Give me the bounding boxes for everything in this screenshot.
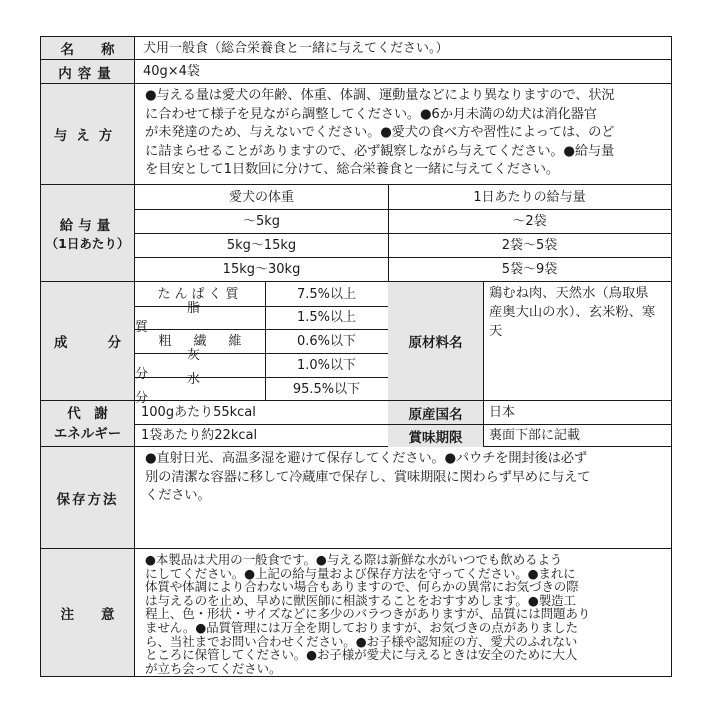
nutrient-name: 粗繊維 bbox=[158, 333, 264, 349]
nutrient-name: たんぱく質 bbox=[157, 286, 243, 302]
label-origin bbox=[388, 401, 483, 424]
amount-weight: 15kg〜30kg bbox=[222, 261, 301, 277]
row-amount bbox=[41, 185, 671, 282]
label-energy-text-1: 代 謝 bbox=[67, 405, 108, 422]
label-expiry-text: 賞味期限 bbox=[408, 430, 463, 446]
amount-value: 5袋〜9袋 bbox=[501, 261, 558, 277]
amount-weight: 〜5kg bbox=[242, 213, 281, 229]
label-energy-text-2: エネルギー bbox=[53, 425, 122, 442]
notes-line: 程上、色・形状・サイズなどに多少のバラつきがありますが、品質には問題あり bbox=[145, 606, 591, 622]
row-contents bbox=[41, 60, 671, 84]
storage-text bbox=[135, 447, 671, 548]
storage-line: ●直射日光、高温多湿を避けて保存してください。●パウチを開封後は必ず bbox=[145, 451, 587, 466]
raw-materials-text bbox=[483, 282, 671, 400]
amount-weight: 5kg〜15kg bbox=[226, 237, 297, 253]
nutrient-name: 脂質 bbox=[135, 300, 253, 335]
feeding-line: に合わせて様子を見ながら調整してください。●6か月未満の幼犬は消化器官 bbox=[145, 106, 597, 122]
label-notes-text: 注 意 bbox=[60, 606, 115, 623]
label-origin-text: 原産国名 bbox=[408, 406, 463, 423]
label-name bbox=[41, 37, 135, 59]
value-name: 犬用一般食（総合栄養食と一緒に与えてください。） bbox=[143, 40, 449, 56]
energy-value-per-pouch: 1袋あたり約22kcal bbox=[141, 428, 258, 443]
label-energy bbox=[41, 401, 135, 446]
raw-materials-line: 産奥大山の水）、玄米粉、寒 bbox=[489, 305, 656, 320]
label-amount-text: 給与量 bbox=[59, 218, 116, 234]
row-storage bbox=[41, 447, 671, 549]
notes-text bbox=[135, 549, 671, 676]
notes-line: 体質や体調により合わない場合もありますので、何らかの異常にお気づきの際 bbox=[145, 579, 579, 595]
value-contents: 40g×4袋 bbox=[143, 64, 200, 79]
nutrient-value: 0.6%以下 bbox=[296, 333, 357, 349]
feeding-line: ●与える量は愛犬の年齢、体重、体調、運動量などにより異なりますので、状況 bbox=[145, 88, 615, 103]
notes-line: ところに保管してください。●お子様が愛犬に与えるときは安全のために大人 bbox=[145, 647, 578, 663]
label-storage-text: 保存方法 bbox=[56, 491, 119, 508]
label-raw-materials-text: 原材料名 bbox=[408, 335, 463, 351]
raw-materials-line: 鶏むね肉、天然水（鳥取県 bbox=[489, 286, 649, 301]
row-feeding bbox=[41, 84, 671, 185]
label-storage bbox=[41, 447, 135, 548]
energy-value-per-100g: 100gあたり55kcal bbox=[141, 405, 256, 420]
label-amount bbox=[41, 185, 135, 281]
product-info-table bbox=[40, 36, 672, 677]
label-notes bbox=[41, 549, 135, 676]
row-ingredients bbox=[41, 282, 671, 406]
row-name bbox=[41, 37, 671, 60]
notes-line: ら、当社までお問い合わせください。●お子様や認知症の方、愛犬のふれない bbox=[145, 633, 578, 649]
nutrient-value: 95.5%以下 bbox=[292, 381, 361, 397]
notes-line: にしてください。●上記の給与量および保存方法を守ってください。●まれに bbox=[145, 565, 576, 581]
label-ingredients bbox=[41, 282, 161, 400]
label-feeding-text: 与え方 bbox=[53, 128, 122, 144]
nutrient-name: 灰分 bbox=[135, 348, 253, 382]
notes-line: ●本製品は犬用の一般食です。●与える際は新鮮な水がいつでも飲めるよう bbox=[145, 552, 563, 567]
feeding-text bbox=[135, 84, 671, 184]
label-ingredients-text: 成分 bbox=[54, 335, 161, 351]
label-feeding bbox=[41, 84, 135, 184]
amount-col-amount-header: 1日あたりの給与量 bbox=[473, 189, 586, 205]
storage-line: ください。 bbox=[145, 488, 211, 504]
origin-value: 日本 bbox=[489, 405, 516, 420]
feeding-line: を目安として1日数回に分けて、総合栄養食と一緒に与えてください。 bbox=[145, 162, 559, 178]
amount-value: 2袋〜5袋 bbox=[501, 237, 558, 253]
label-contents-text: 内容量 bbox=[58, 65, 117, 82]
label-raw-materials bbox=[388, 282, 483, 400]
expiry-value: 裏面下部に記載 bbox=[489, 428, 581, 443]
notes-line: が立ち会ってください。 bbox=[145, 660, 282, 676]
row-energy bbox=[41, 401, 671, 447]
label-contents bbox=[41, 60, 135, 83]
nutrient-name: 水分 bbox=[135, 372, 253, 406]
amount-col-weight-header: 愛犬の体重 bbox=[228, 189, 294, 205]
label-name-text: 名 称 bbox=[60, 42, 115, 58]
label-expiry bbox=[388, 425, 483, 447]
amount-value: 〜2袋 bbox=[512, 213, 547, 229]
nutrient-value: 7.5%以上 bbox=[296, 286, 357, 302]
raw-materials-line: 天 bbox=[489, 324, 503, 339]
storage-line: 別の清潔な容器に移して冷蔵庫で保存し、賞味期限に関わらず早めに与えて bbox=[145, 469, 591, 485]
row-notes bbox=[41, 549, 671, 676]
label-amount-sub: （1日あたり） bbox=[45, 236, 130, 251]
nutrient-value: 1.5%以上 bbox=[296, 310, 357, 325]
notes-line: ません。●品質管理には万全を期しておりますが、お気づきの点がありました bbox=[145, 619, 578, 635]
notes-line: は与えるのを止め、早めに獣医師に相談することをおすすめします。●製造工 bbox=[145, 592, 576, 608]
feeding-line: に詰まらせることがありますので、必ず観察しながら与えてください。●給与量 bbox=[145, 143, 615, 159]
feeding-line: が未発達のため、与えないでください。●愛犬の食べ方や習性によっては、のど bbox=[145, 125, 615, 141]
nutrient-value: 1.0%以下 bbox=[296, 357, 357, 373]
